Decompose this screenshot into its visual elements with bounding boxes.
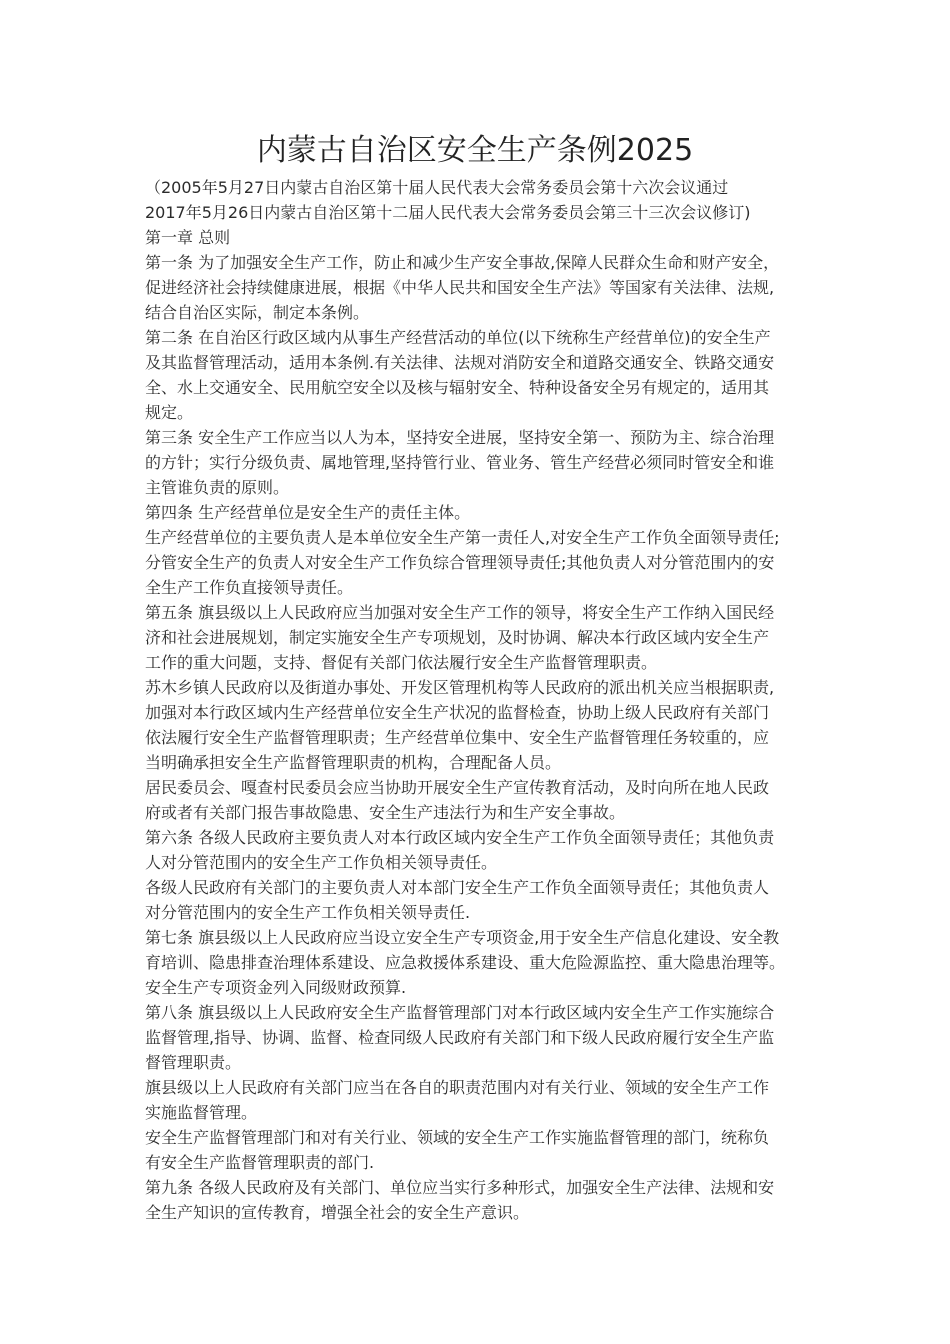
text-line: 加强对本行政区域内生产经营单位安全生产状况的监督检查，协助上级人民政府有关部门 <box>145 703 770 722</box>
text-line: 主管谁负责的原则。 <box>145 478 290 497</box>
text-line: 结合自治区实际，制定本条例。 <box>145 303 370 322</box>
text-line: 促进经济社会持续健康进展，根据《中华人民共和国安全生产法》等国家有关法律、法规, <box>145 278 775 297</box>
text-line: 全、水上交通安全、民用航空安全以及核与辐射安全、特种设备安全另有规定的，适用其 <box>145 378 770 397</box>
text-line: 有安全生产监督管理职责的部门. <box>145 1153 375 1172</box>
text-line: 第六条 各级人民政府主要负责人对本行政区域内安全生产工作负全面领导责任；其他负责 <box>145 828 775 847</box>
text-line: 规定。 <box>145 403 194 422</box>
text-line: 第七条 旗县级以上人民政府应当设立安全生产专项资金,用于安全生产信息化建设、安全教 <box>145 928 780 947</box>
text-line: 第五条 旗县级以上人民政府应当加强对安全生产工作的领导，将安全生产工作纳入国民经 <box>145 603 775 622</box>
text-line: 居民委员会、嘎查村民委员会应当协助开展安全生产宣传教育活动，及时向所在地人民政 <box>145 778 770 797</box>
chapter-heading: 第一章 总则 <box>145 228 231 247</box>
text-line: 第八条 旗县级以上人民政府安全生产监督管理部门对本行政区域内安全生产工作实施综合 <box>145 1003 775 1022</box>
text-line: 第三条 安全生产工作应当以人为本，坚持安全进展，坚持安全第一、预防为主、综合治理 <box>145 428 775 447</box>
text-line: 全生产工作负直接领导责任。 <box>145 578 354 597</box>
text-line: 第四条 生产经营单位是安全生产的责任主体。 <box>145 503 471 522</box>
text-line: （2005年5月27日内蒙古自治区第十届人民代表大会常务委员会第十六次会议通过 <box>145 178 729 197</box>
document-title: 内蒙古自治区安全生产条例2025 <box>256 133 694 168</box>
text-line: 苏木乡镇人民政府以及街道办事处、开发区管理机构等人民政府的派出机关应当根据职责, <box>145 678 775 697</box>
text-line: 依法履行安全生产监督管理职责；生产经营单位集中、安全生产监督管理任务较重的，应 <box>145 728 770 747</box>
text-line: 府或者有关部门报告事故隐患、安全生产违法行为和生产安全事故。 <box>145 803 626 822</box>
text-line: 第九条 各级人民政府及有关部门、单位应当实行多种形式，加强安全生产法律、法规和安 <box>145 1178 775 1197</box>
document-body <box>145 175 809 1225</box>
text-line: 当明确承担安全生产监督管理职责的机构，合理配备人员。 <box>145 753 562 772</box>
text-line: 的方针；实行分级负责、属地管理,坚持管行业、管业务、管生产经营必须同时管安全和谁 <box>145 453 775 472</box>
text-line: 及其监督管理活动，适用本条例.有关法律、法规对消防安全和道路交通安全、铁路交通安 <box>145 353 775 372</box>
text-line: 育培训、隐患排查治理体系建设、应急救援体系建设、重大危险源监控、重大隐患治理等。 <box>145 953 786 972</box>
text-line: 督管理职责。 <box>145 1053 242 1072</box>
text-line: 第一条 为了加强安全生产工作，防止和减少生产安全事故,保障人民群众生命和财产安全， <box>145 253 780 272</box>
text-line: 旗县级以上人民政府有关部门应当在各自的职责范围内对有关行业、领域的安全生产工作 <box>145 1078 770 1097</box>
text-line: 对分管范围内的安全生产工作负相关领导责任. <box>145 903 471 922</box>
text-line: 安全生产专项资金列入同级财政预算. <box>145 978 407 997</box>
text-line: 工作的重大问题，支持、督促有关部门依法履行安全生产监督管理职责。 <box>145 653 658 672</box>
text-line: 安全生产监督管理部门和对有关行业、领域的安全生产工作实施监督管理的部门，统称负 <box>145 1128 770 1147</box>
text-line: 各级人民政府有关部门的主要负责人对本部门安全生产工作负全面领导责任；其他负责人 <box>145 878 770 897</box>
text-line: 监督管理,指导、协调、监督、检查同级人民政府有关部门和下级人民政府履行安全生产监 <box>145 1028 775 1047</box>
text-line: 人对分管范围内的安全生产工作负相关领导责任。 <box>145 853 498 872</box>
text-line: 2017年5月26日内蒙古自治区第十二届人民代表大会常务委员会第三十三次会议修订) <box>145 203 751 222</box>
text-line: 分管安全生产的负责人对安全生产工作负综合管理领导责任;其他负责人对分管范围内的安 <box>145 553 775 572</box>
text-line: 实施监督管理。 <box>145 1103 258 1122</box>
text-line: 全生产知识的宣传教育，增强全社会的安全生产意识。 <box>145 1203 530 1222</box>
text-line: 生产经营单位的主要负责人是本单位安全生产第一责任人,对安全生产工作负全面领导责任; <box>145 528 780 547</box>
text-line: 济和社会进展规划，制定实施安全生产专项规划，及时协调、解决本行政区域内安全生产 <box>145 628 770 647</box>
text-line: 第二条 在自治区行政区域内从事生产经营活动的单位(以下统称生产经营单位)的安全生产 <box>145 328 771 347</box>
